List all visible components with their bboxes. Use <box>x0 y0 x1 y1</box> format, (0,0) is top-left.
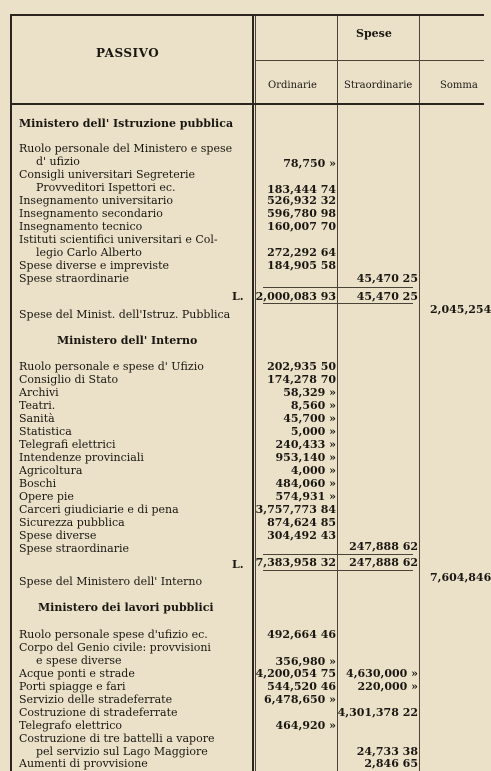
row-label: Telegrafo elettrico <box>19 719 123 732</box>
row-label: Spese straordinarie <box>19 272 129 285</box>
row-label: Boschi <box>19 477 57 490</box>
total-straordinarie: 247,888 62 <box>349 556 418 569</box>
row-label: Insegnamento tecnico <box>19 220 143 233</box>
amount-ordinarie: 4,200,054 75 <box>255 667 336 680</box>
row-label-cont: pel servizio sul Lago Maggiore <box>36 745 208 758</box>
amount-ordinarie: 272,292 64 <box>267 246 336 259</box>
amount-ordinarie: 174,278 70 <box>267 373 336 386</box>
amount-straordinarie: 2,846 65 <box>364 757 418 770</box>
row-label: Sicurezza pubblica <box>19 516 125 529</box>
amount-ordinarie: 8,560 » <box>290 399 336 412</box>
row-label: Servizio delle stradeferrate <box>19 693 173 706</box>
row-label: Consiglio di Stato <box>19 373 119 386</box>
header-straordinarie: Straordinarie <box>344 80 413 91</box>
row-label: Archivi <box>19 386 59 399</box>
left-border <box>10 14 12 771</box>
row-label-cont: e spese diverse <box>36 654 122 667</box>
amount-ordinarie: 4,000 » <box>290 464 336 477</box>
row-label: Intendenze provinciali <box>19 451 144 464</box>
amount-ordinarie: 464,920 » <box>275 719 336 732</box>
amount-ordinarie: 492,664 46 <box>267 628 336 641</box>
amount-ordinarie: 58,329 » <box>283 386 336 399</box>
amount-ordinarie: 356,980 » <box>275 655 336 668</box>
row-label: Costruzione di stradeferrate <box>19 706 178 719</box>
amount-ordinarie: 240,433 » <box>275 438 336 451</box>
total-ordinarie: 2,000,083 93 <box>255 290 336 303</box>
row-label: Ruolo personale spese d'ufizio ec. <box>19 628 208 641</box>
total-straordinarie: 45,470 25 <box>356 290 418 303</box>
row-label: Insegnamento secondario <box>19 207 163 220</box>
row-label: Insegnamento universitario <box>19 194 174 207</box>
amount-straordinarie: 24,733 38 <box>356 745 418 758</box>
amount-ordinarie: 304,492 43 <box>267 529 336 542</box>
subtotal-rule <box>263 554 413 555</box>
amount-ordinarie: 5,000 » <box>290 425 336 438</box>
amount-ordinarie: 574,931 » <box>275 490 336 503</box>
section-title-lavori: Ministero dei lavori pubblici <box>38 601 214 614</box>
amount-straordinarie: 220,000 » <box>357 680 418 693</box>
section-title-interno: Ministero dell' Interno <box>57 334 198 347</box>
amount-ordinarie: 202,935 50 <box>267 360 336 373</box>
column-divider-main <box>252 14 254 771</box>
header-ordinarie: Ordinarie <box>268 80 317 91</box>
row-label: Acque ponti e strade <box>19 667 135 680</box>
row-label-cont: Provveditori Ispettori ec. <box>36 181 176 194</box>
row-label: Costruzione di tre battelli a vapore <box>19 732 215 745</box>
amount-straordinarie: 45,470 25 <box>356 272 418 285</box>
row-label: Spese diverse <box>19 529 97 542</box>
amount-ordinarie: 484,060 » <box>275 477 336 490</box>
row-label: Teatri. <box>19 399 56 412</box>
ministry-spese-label: Spese del Minist. dell'Istruz. Pubblica <box>19 308 231 321</box>
amount-straordinarie: 4,301,378 22 <box>337 706 418 719</box>
amount-ordinarie: 953,140 » <box>275 451 336 464</box>
header-spese: Spese <box>356 27 392 40</box>
row-label: Corpo del Genio civile: provvisioni <box>19 641 211 654</box>
amount-straordinarie: 4,630,000 » <box>346 667 418 680</box>
total-rule <box>263 570 413 571</box>
top-rule <box>10 14 484 16</box>
amount-ordinarie: 526,932 32 <box>267 194 336 207</box>
lire-mark: L. <box>232 558 244 571</box>
amount-ordinarie: 45,700 » <box>283 412 336 425</box>
amount-straordinarie: 247,888 62 <box>349 540 418 553</box>
row-label: Spese diverse e impreviste <box>19 259 170 272</box>
column-divider-straordinarie <box>419 14 420 771</box>
amount-ordinarie: 6,478,650 » <box>264 693 336 706</box>
amount-ordinarie: 3,757,773 84 <box>255 503 336 516</box>
header-somma: Somma <box>440 80 478 91</box>
row-label: Sanità <box>19 412 55 425</box>
amount-ordinarie: 874,624 85 <box>267 516 336 529</box>
row-label-cont: legio Carlo Alberto <box>36 246 142 259</box>
amount-ordinarie: 184,905 58 <box>267 259 336 272</box>
header-bottom-rule <box>10 103 484 105</box>
row-label: Consigli universitari Segreterie <box>19 168 196 181</box>
row-label: Ruolo personale e spese d' Ufizio <box>19 360 204 373</box>
row-label: Porti spiagge e fari <box>19 680 126 693</box>
column-divider-ordinarie <box>337 14 338 771</box>
row-label: Statistica <box>19 425 72 438</box>
ministry-spese-label: Spese del Ministero dell' Interno <box>19 575 203 588</box>
amount-ordinarie: 596,780 98 <box>267 207 336 220</box>
ministry-somma: 7,604,846 <box>430 571 491 584</box>
row-label: Ruolo personale del Ministero e spese <box>19 142 233 155</box>
lire-mark: L. <box>232 290 244 303</box>
spese-rule <box>255 60 484 61</box>
ministry-somma: 2,045,254 <box>430 303 491 316</box>
row-label: Telegrafi elettrici <box>19 438 116 451</box>
row-label: Carceri giudiciarie e di pena <box>19 503 179 516</box>
header-passivo: PASSIVO <box>96 46 160 60</box>
row-label: Spese straordinarie <box>19 542 129 555</box>
row-label: Aumenti di provvisione <box>19 757 148 770</box>
subtotal-rule <box>263 287 413 288</box>
total-rule <box>263 303 413 304</box>
row-label-cont: d' ufizio <box>36 155 80 168</box>
amount-ordinarie: 183,444 74 <box>267 183 336 196</box>
amount-ordinarie: 78,750 » <box>283 157 336 170</box>
total-ordinarie: 7,383,958 32 <box>255 556 336 569</box>
amount-ordinarie: 544,520 46 <box>267 680 336 693</box>
amount-ordinarie: 160,007 70 <box>267 220 336 233</box>
row-label: Opere pie <box>19 490 74 503</box>
section-title-istruzione: Ministero dell' Istruzione pubblica <box>19 117 234 130</box>
row-label: Istituti scientifici universitari e Col- <box>19 233 218 246</box>
column-divider-main-inner <box>255 14 256 771</box>
row-label: Agricoltura <box>19 464 83 477</box>
